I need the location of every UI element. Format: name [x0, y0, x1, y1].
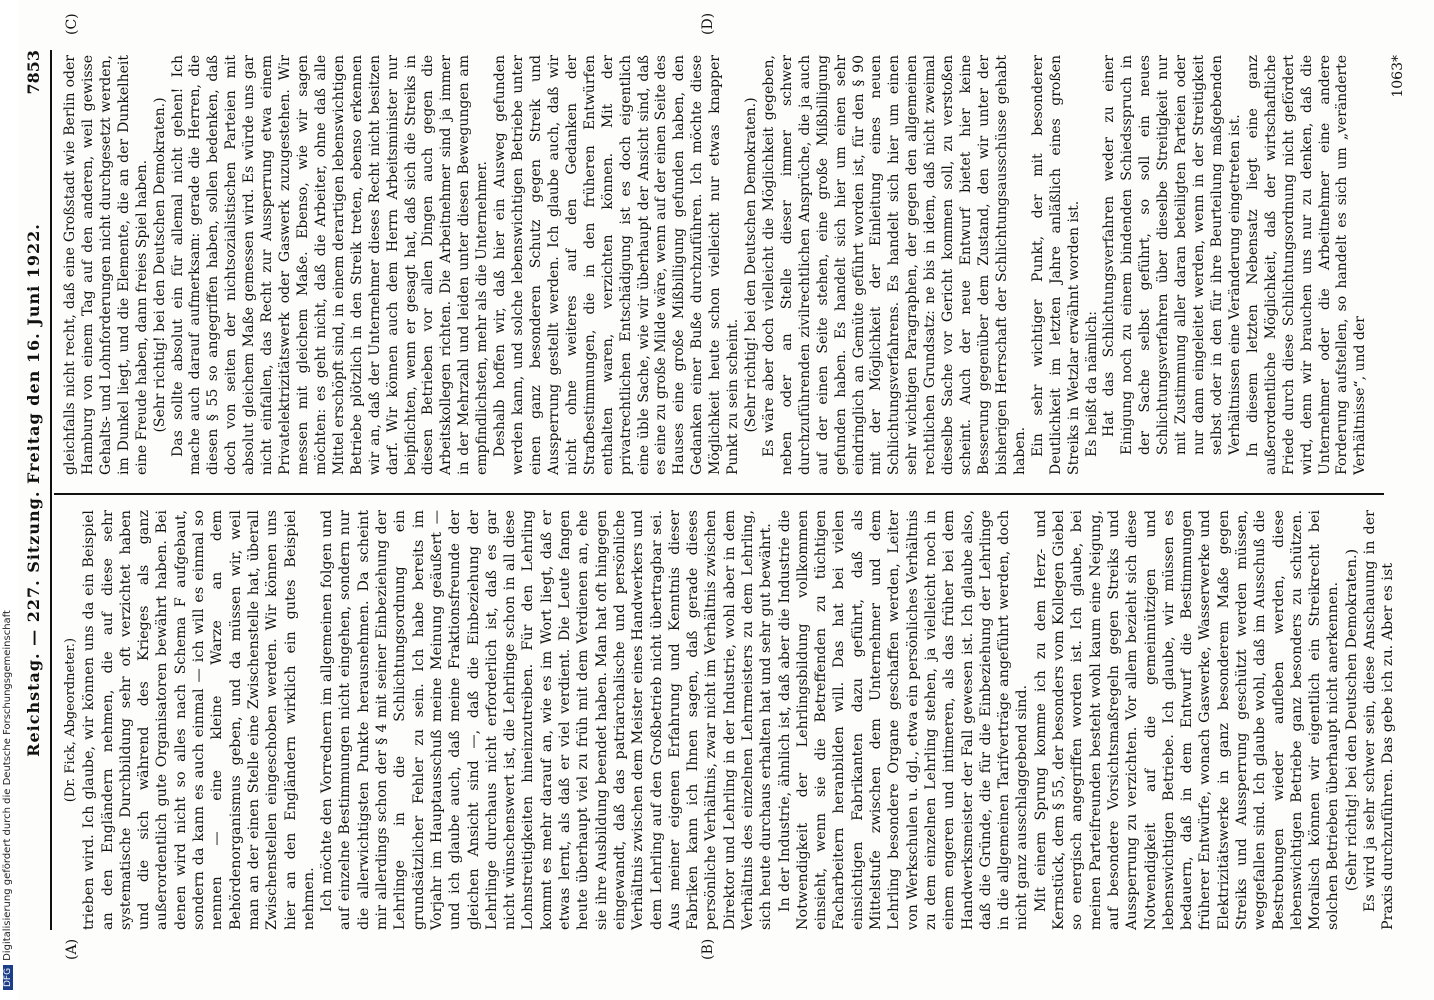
paragraph: trieben wird. Ich glaube, wir können uns da ein Beispiel an den Engländern nehmen, die auf diese sehr systematische Durchbildung sehr oft verzichtet haben und die sich während des Krieges als ganz außerordentlich gute Organisatoren bewährt haben. Bei denen wird nicht so alles nach Schema F aufgebaut, sondern da kann es auch einmal — ich will es einmal so nennen — eine kleine Warze an dem Behördenorganismus geben, und da müssen wir, weil man an der einen Stelle eine Zwischenstelle hat, überall Zwischenstellen eingeschoben werden. Wir können uns hier an den Engländern wirklich ein gutes Beispiel nehmen.	[81, 510, 317, 930]
page-number: 7853	[24, 50, 43, 95]
paragraph: Es wäre aber doch vielleicht die Möglichkeit gegeben, neben oder an Stelle dieser immer schwer durchzuführenden zivilrechtlichen Ansprüche, die ja auch auf der einen Seite stehen, eine große Mißbilligung gefunden haben. Es handelt sich hier um einen sehr eindringlich an Gemüte geführt worden ist, für den § 90 mit der Möglichkeit der Einleitung eines neuen Schlichtungsverfahrens. Es handelt sich hier um einen sehr wichtigen Paragraphen, der gegen den allgemeinen rechtlichen Grundsatz: ne bis in idem, daß nicht zweimal dieselbe Sache vor Gericht kommen soll, zu verstoßen scheint. Auch der neue Entwurf bietet hier keine Besserung gegenüber dem Zustand, den wir unter der bisherigen Herrschaft der Schlichtungsausschüsse gehabt haben.	[760, 55, 1028, 475]
dfg-logo: DFG	[3, 965, 13, 990]
column-divider	[54, 493, 1384, 495]
paragraph: Es heißt da nämlich:	[1083, 311, 1100, 457]
right-column	[62, 55, 1370, 475]
funding-text: Digitalisierung gefördert durch die Deutsche Forschungsgemeinschaft	[2, 610, 13, 961]
interjection: (Sehr richtig! bei den Deutschen Demokraten.)	[1343, 548, 1360, 892]
page-reference: 1063*	[1390, 55, 1406, 98]
margin-marker-b: (B)	[700, 938, 716, 960]
margin-marker-a: (A)	[64, 938, 80, 960]
speaker-label: (Dr. Fick, Abgeordneter.)	[63, 637, 78, 803]
page-title: Reichstag. — 227. Sitzung. Freitag den 16. Juni 1922.	[24, 223, 43, 757]
paragraph: Ein sehr wichtiger Punkt, der mit besonderer Deutlichkeit im letzten Jahre anläßlich eines großen Streiks in Wetzlar erwähnt worden ist.	[1029, 55, 1082, 475]
left-column	[62, 510, 1398, 930]
paragraph: Das sollte absolut ein für allemal nicht gehen! Ich mache auch darauf aufmerksam: gerade die Herren, die diesen § 55 so angegriffen haben, sollen bedenken, daß doch von seiten der nichtsozialistischen Parteien mit absolut gleichem Maße gemessen wird. Es würde uns gar nicht einfallen, das Recht zur Aussperrung etwa einem Privatelektrizitätswerk oder Gaswerk zuzugestehen. Wir messen mit gleichem Maße. Ebenso, wie wir sagen möchten: es geht nicht, daß die Arbeiter, ohne daß alle Mittel erschöpft sind, in einem derartigen lebenswichtigen Betriebe plötzlich in den Streik treten, ebenso erkennen wir an, daß der Unternehmer dieses Recht nicht besitzen darf. Wir können auch dem Herrn Arbeitsminister nur beipflichten, wenn er gesagt hat, daß sich die Streiks in diesen Betrieben vor allen Dingen auch gegen die Arbeitskollegen richten. Die Arbeitnehmer sind ja immer in der Mehrzahl und leiden unter diesen Bewegungen am empfindlichsten, mehr als die Unternehmer.	[169, 55, 491, 475]
margin-marker-d: (D)	[700, 12, 716, 35]
interjection: (Sehr richtig! bei den Deutschen Demokraten.)	[151, 97, 168, 433]
paragraph: Deshalb hoffen wir, daß hier ein Ausweg gefunden werden kann, und solche lebenswichtigen Betriebe unter einen ganz besonderen Schutz gegen Streik und Aussperrung gestellt werden. Ich glaube auch, daß wir nicht ohne weiteres auf den Gedanken der Strafbestimmungen, die in den früheren Entwürfen enthalten waren, verzichten können. Mit der privatrechtlichen Entschädigung ist es doch eigentlich eine üble Sache, wie wir überhaupt der Ansicht sind, daß es eine zu große Milde wäre, wenn auf der einen Seite des Hauses eine große Mißbilligung gefunden haben, den Gedanken einer Buße durchzuführen. Ich möchte diese Möglichkeit heute schon vielleicht nur etwas knapper Punkt zu sein scheint.	[492, 55, 742, 475]
margin-marker-c: (C)	[64, 13, 80, 35]
paragraph: Mit einem Sprung komme ich zu dem Herz- und Kernstück, dem § 55, der besonders vom Kollegen Giebel so energisch angegriffen worden ist. Ich glaube, bei meinen Parteifreunden besteht wohl kaum eine Neigung, auf besondere Vorsichtsmaßregeln gegen Streiks und Aussperrung zu verzichten. Vor allem bezieht sich diese Notwendigkeit auf die gemeinnützigen und lebenswichtigen Betriebe. Ich glaube, wir müssen es bedauern, daß in dem Entwurf die Bestimmungen früherer Entwürfe, wonach Gaswerke, Wasserwerke und Elektrizitätswerke in ganz besonderem Maße gegen Streiks und Aussperrung geschützt werden müssen, weggefallen sind. Ich glaube wohl, daß im Ausschuß die Bestrebungen wieder aufleben werden, diese lebenswichtigen Betriebe ganz besonders zu schützen. Moralisch können wir eigentlich ein Streikrecht bei solchen Betrieben überhaupt nicht anerkennen.	[1032, 510, 1342, 930]
paragraph: In der Industrie, ähnlich ist, daß aber die Industrie die Notwendigkeit der Lehrlingsbildung vollkommen einsieht, wenn sie die Betreffenden zu tüchtigen Facharbeitern heranbilden will. Das hat bei vielen einsichtigen Fabrikanten dazu geführt, daß als Mittelstufe zwischen dem Unternehmer und dem Lehrling besondere Organe geschaffen werden, Leiter von Werkschulen u. dgl., etwa ein persönliches Verhältnis zu dem einzelnen Lehrling stehen, ja vielleicht noch in einem engeren und intimeren, als das früher bei dem Handwerksmeister der Fall gewesen ist. Ich glaube also, daß die Gründe, die für die Einbeziehung der Lehrlinge in die allgemeinen Tarifverträge angeführt werden, doch nicht ganz ausschlaggebend sind.	[776, 510, 1031, 930]
paragraph: Es wird ja sehr schwer sein, diese Anschauung in der Praxis durchzuführen. Das gebe ich zu. Aber es ist	[1362, 510, 1397, 930]
paragraph: Ich möchte den Vorrednern im allgemeinen folgen und auf einzelne Bestimmungen nicht eingehen, sondern nur die allerwichtigsten Punkte herausnehmen. Da scheint mir allerdings schon der § 4 mit seiner Einbeziehung der Lehrlinge in die Schlichtungsordnung ein grundsätzlicher Fehler zu sein. Ich habe bereits im Vorjahr im Hauptausschuß meine Meinung geäußert — und ich glaube auch, daß meine Fraktionsfreunde der gleichen Ansicht sind —, daß die Einbeziehung der Lehrlinge durchaus nicht erforderlich ist, daß es gar nicht wünschenswert ist, die Lehrlinge schon in all diese Lohnstreitigkeiten hineinzutreiben. Für den Lehrling kommt es mehr darauf an, wie es im Wort liegt, daß er etwas lernt, als daß er viel verdient. Die Leute fangen heute überhaupt viel zu früh mit dem Verdienen an, ehe sie ihre Ausbildung beendet haben. Man hat oft hingegen eingewandt, daß das patriarchalische und persönliche Verhältnis zwischen dem Meister eines Handwerkers und dem Lehrling auf den Großbetrieb nicht übertragbar sei. Aus meiner eigenen Erfahrung und Kenntnis dieser Fabriken kann ich Ihnen sagen, daß gerade dieses persönliche Verhältnis, zwar nicht im Verhältnis zwischen Direktor und Lehrling in der Industrie, wohl aber in dem Verhältnis des einzelnen Lehrmeisters zu dem Lehrling, sich heute durchaus erhalten hat und sehr gut bewährt.	[319, 510, 775, 930]
header-rule	[50, 50, 52, 930]
paragraph: gleichfalls nicht recht, daß eine Großstadt wie Berlin oder Hamburg von einem Tag auf den anderen, weil gewisse Gehalts- und Lohnforderungen nicht durchgesetzt werden, im Dunkel liegt, und die Elemente, die an der Dunkelheit eine Freude haben, dann freies Spiel haben.	[62, 55, 150, 475]
quoted-passage: Hat das Schlichtungsverfahren weder zu einer Einigung noch zu einem bindenden Schiedsspruch in der Sache selbst geführt, so soll ein neues Schlichtungsverfahren über dieselbe Streitigkeit nur mit Zustimmung aller daran beteiligten Parteien oder nur dann eingeleitet werden, wenn in der Streitigkeit selbst oder in den für ihre Beurteilung maßgebenden Verhältnissen eine Veränderung eingetreten ist.	[1101, 55, 1243, 455]
page-header	[18, 50, 50, 930]
paragraph: In diesem letzten Nebensatz liegt eine ganz außerordentliche Möglichkeit, daß der wirtschaftliche Friede durch diese Schlichtungsordnung nicht gefördert wird, denn wir brauchen uns nur zu denken, daß die Unternehmer oder die Arbeitnehmer eine andere Forderung aufstellen, so handelt es sich um „veränderte Verhältnisse“, und der	[1244, 55, 1369, 475]
interjection: (Sehr richtig! bei den Deutschen Demokraten.)	[743, 97, 760, 433]
